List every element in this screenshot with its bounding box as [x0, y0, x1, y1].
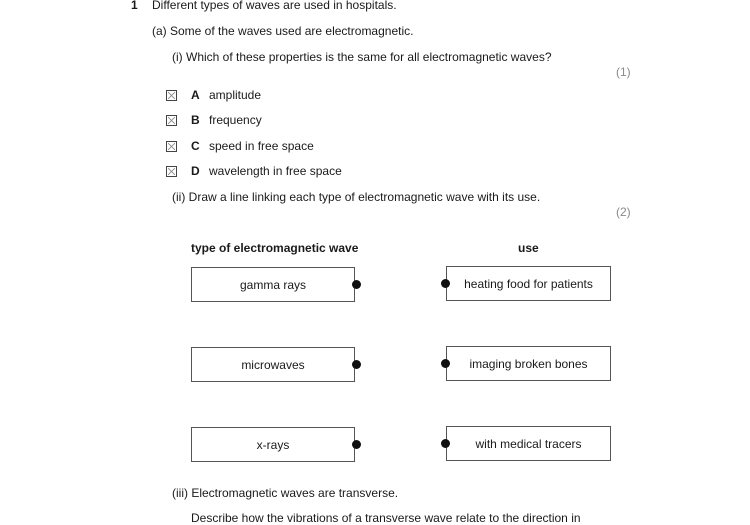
checkbox-c[interactable]	[166, 141, 177, 152]
link-dot-imaging[interactable]	[441, 359, 450, 368]
link-dot-gamma[interactable]	[352, 280, 361, 289]
checkbox-a[interactable]	[166, 90, 177, 101]
option-a-letter: A	[191, 88, 200, 102]
wave-label-xrays: x-rays	[256, 437, 290, 452]
option-c[interactable]	[166, 138, 314, 154]
question-number: 1	[131, 0, 138, 12]
wave-label-gamma: gamma rays	[239, 277, 307, 292]
wave-label-microwaves: microwaves	[241, 357, 305, 372]
link-dot-xrays[interactable]	[352, 440, 361, 449]
use-label-imaging: imaging broken bones	[469, 356, 588, 371]
link-dot-microwaves[interactable]	[352, 360, 361, 369]
wave-box-gamma	[191, 267, 355, 302]
sub-iii-text: (iii) Electromagnetic waves are transverse.	[172, 486, 399, 500]
option-d[interactable]	[166, 163, 342, 179]
option-a-text: amplitude	[209, 88, 262, 102]
option-a[interactable]	[166, 87, 261, 103]
option-c-text: speed in free space	[209, 139, 314, 153]
sub-ii-text: (ii) Draw a line linking each type of electromagnetic wave with its use.	[172, 190, 541, 204]
wave-box-xrays	[191, 427, 355, 462]
question-stem: Different types of waves are used in hospitals.	[152, 0, 397, 12]
checkbox-d[interactable]	[166, 166, 177, 177]
sub-i-marks: (1)	[616, 65, 631, 79]
sub-iii-continuation: Describe how the vibrations of a transverse wave relate to the direction in	[191, 511, 581, 525]
left-column-header: type of electromagnetic wave	[191, 241, 359, 255]
option-b-text: frequency	[209, 113, 262, 127]
option-d-letter: D	[191, 164, 200, 178]
sub-ii-marks: (2)	[616, 205, 631, 219]
use-box-heating	[446, 266, 611, 301]
sub-i-text: (i) Which of these properties is the same for all electromagnetic waves?	[172, 50, 552, 64]
wave-box-microwaves	[191, 347, 355, 382]
use-box-imaging	[446, 346, 611, 381]
part-a-text: (a) Some of the waves used are electromagnetic.	[152, 24, 414, 38]
option-d-text: wavelength in free space	[209, 164, 342, 178]
option-b-letter: B	[191, 113, 200, 127]
use-label-heating: heating food for patients	[464, 276, 593, 291]
checkbox-b[interactable]	[166, 115, 177, 126]
use-label-tracers: with medical tracers	[475, 436, 582, 451]
link-dot-heating[interactable]	[441, 279, 450, 288]
link-dot-tracers[interactable]	[441, 439, 450, 448]
use-box-tracers	[446, 426, 611, 461]
option-b[interactable]	[166, 112, 262, 128]
right-column-header: use	[518, 241, 539, 255]
option-c-letter: C	[191, 139, 200, 153]
